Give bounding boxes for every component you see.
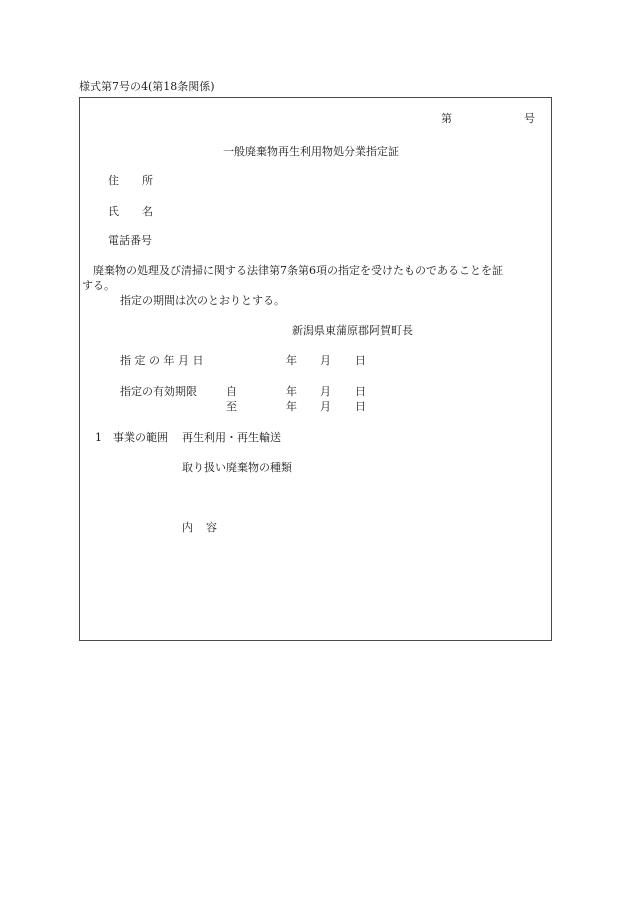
contents-label-2: 容: [206, 521, 217, 534]
certification-line-1: 廃棄物の処理及び清掃に関する法律第7条第6項の指定を受けたものであることを証: [93, 264, 503, 277]
validity-to-month: 月: [320, 400, 331, 413]
name-label-1: 氏: [108, 205, 119, 218]
validity-from-year: 年: [286, 385, 297, 398]
validity-to: 至: [226, 400, 237, 413]
validity-to-day: 日: [355, 400, 366, 413]
validity-label: 指定の有効期限: [120, 385, 197, 398]
scope-number: 1: [95, 431, 102, 444]
designation-day: 日: [355, 354, 366, 367]
designation-month: 月: [320, 354, 331, 367]
certification-line-3: 指定の期間は次のとおりとする。: [120, 294, 285, 307]
number-dai: 第: [441, 112, 452, 125]
designation-year: 年: [286, 354, 297, 367]
contents-label-1: 内: [182, 521, 193, 534]
name-label-2: 名: [142, 205, 153, 218]
address-label-1: 住: [108, 174, 119, 187]
phone-label: 電話番号: [108, 234, 152, 247]
validity-to-year: 年: [286, 400, 297, 413]
address-label-2: 所: [142, 174, 153, 187]
validity-from-month: 月: [320, 385, 331, 398]
number-go: 号: [524, 112, 535, 125]
designation-date-label: 指 定 の 年 月 日: [120, 354, 204, 367]
scope-label: 事業の範囲: [113, 431, 168, 444]
issuer: 新潟県東蒲原郡阿賀町長: [292, 324, 413, 337]
validity-from: 自: [226, 385, 237, 398]
certificate-title: 一般廃棄物再生利用物処分業指定証: [223, 145, 399, 158]
certification-line-2: する。: [82, 279, 115, 292]
scope-value: 再生利用・再生輸送: [182, 431, 281, 444]
waste-types-label: 取り扱い廃棄物の種類: [182, 461, 292, 474]
validity-from-day: 日: [355, 385, 366, 398]
form-label: 様式第7号の4(第18条関係): [79, 80, 215, 93]
